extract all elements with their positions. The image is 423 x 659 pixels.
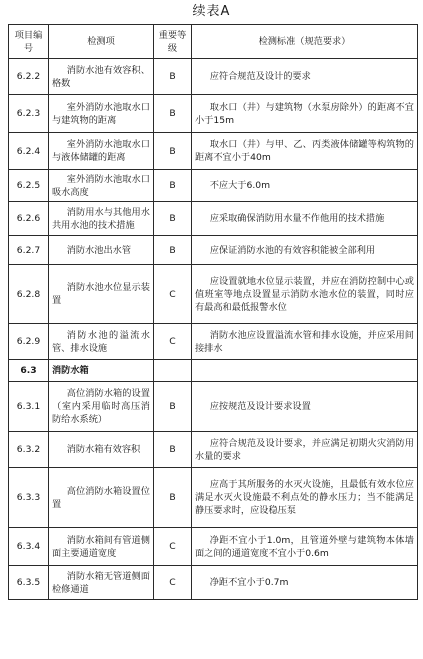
row-item: 消防水池出水管 (49, 236, 154, 265)
row-standard: 消防水池应设置溢流水管和排水设施，并应采用间接排水 (192, 324, 418, 360)
row-standard: 取水口（井）与建筑物（水泵房除外）的距离不宜小于15m (192, 95, 418, 133)
row-code: 6.3.1 (9, 382, 49, 432)
header-code: 项目编号 (9, 25, 49, 59)
header-standard: 检测标准（规范要求） (192, 25, 418, 59)
row-standard: 取水口（井）与甲、乙、丙类液体储罐等构筑物的距离不宜小于40m (192, 133, 418, 170)
row-standard: 净距不宜小于0.7m (192, 566, 418, 600)
table-row (9, 382, 418, 432)
row-item: 消防水箱有效容积 (49, 432, 154, 468)
row-item: 室外消防水池取水口与建筑物的距离 (49, 95, 154, 133)
row-code: 6.2.4 (9, 133, 49, 170)
row-item: 高位消防水箱的设置（室内采用临时高压消防给水系统） (49, 382, 154, 432)
row-standard: 净距不宜小于1.0m，且管道外壁与建筑物本体墙面之间的通道宽度不宜小于0.6m (192, 528, 418, 566)
row-grade: C (154, 265, 192, 324)
row-code: 6.3.4 (9, 528, 49, 566)
row-grade: B (154, 170, 192, 202)
row-item: 消防水箱无管道侧面检修通道 (49, 566, 154, 600)
table-row (9, 528, 418, 566)
row-standard: 应设置就地水位显示装置，并应在消防控制中心或值班室等地点设置显示消防水池水位的装置，同时应有最高和最低报警水位 (192, 265, 418, 324)
row-item: 消防水池的溢流水管、排水设施 (49, 324, 154, 360)
table-row (9, 59, 418, 95)
row-standard: 应符合规范及设计要求，并应满足初期火灾消防用水量的要求 (192, 432, 418, 468)
row-grade: B (154, 382, 192, 432)
row-grade: B (154, 95, 192, 133)
row-grade: B (154, 202, 192, 236)
row-item: 高位消防水箱设置位置 (49, 468, 154, 528)
table-title: 续表A (192, 4, 231, 19)
table-row (9, 324, 418, 360)
row-grade: B (154, 432, 192, 468)
section-row (9, 360, 418, 382)
table-body (9, 59, 418, 600)
table-row (9, 133, 418, 170)
table-row (9, 95, 418, 133)
row-grade: B (154, 59, 192, 95)
row-code: 6.2.6 (9, 202, 49, 236)
table-row (9, 468, 418, 528)
table-row (9, 566, 418, 600)
row-item: 室外消防水池取水口与液体储罐的距离 (49, 133, 154, 170)
row-code: 6.3.2 (9, 432, 49, 468)
row-grade: B (154, 133, 192, 170)
inspection-table (8, 24, 418, 600)
table-row (9, 432, 418, 468)
row-standard: 应保证消防水池的有效容积能被全部利用 (192, 236, 418, 265)
row-code: 6.2.2 (9, 59, 49, 95)
row-code: 6.2.8 (9, 265, 49, 324)
row-code: 6.3.3 (9, 468, 49, 528)
row-item: 室外消防水池取水口吸水高度 (49, 170, 154, 202)
row-grade: B (154, 236, 192, 265)
table-row (9, 170, 418, 202)
row-code: 6.2.3 (9, 95, 49, 133)
row-grade: C (154, 324, 192, 360)
table-row (9, 236, 418, 265)
header-grade: 重要等级 (154, 25, 192, 59)
row-grade (154, 360, 192, 382)
table-row (9, 202, 418, 236)
header-row (9, 25, 418, 59)
row-item: 消防水箱 (49, 360, 154, 382)
row-item: 消防水池有效容积、格数 (49, 59, 154, 95)
table-row (9, 265, 418, 324)
row-item: 消防水箱间有管道侧面主要通道宽度 (49, 528, 154, 566)
row-code: 6.3.5 (9, 566, 49, 600)
row-item: 消防用水与其他用水共用水池的技术措施 (49, 202, 154, 236)
row-standard: 应按规范及设计要求设置 (192, 382, 418, 432)
row-grade: B (154, 468, 192, 528)
row-standard: 应高于其所服务的水灭火设施，且最低有效水位应满足水灭火设施最不利点处的静水压力；当不能满足静压要求时，应设稳压泵 (192, 468, 418, 528)
row-item: 消防水池水位显示装置 (49, 265, 154, 324)
row-grade: C (154, 566, 192, 600)
row-code: 6.2.7 (9, 236, 49, 265)
header-item: 检测项 (49, 25, 154, 59)
row-standard (192, 360, 418, 382)
row-standard: 不应大于6.0m (192, 170, 418, 202)
row-standard: 应采取确保消防用水量不作他用的技术措施 (192, 202, 418, 236)
row-grade: C (154, 528, 192, 566)
row-standard: 应符合规范及设计的要求 (192, 59, 418, 95)
row-code: 6.3 (9, 360, 49, 382)
row-code: 6.2.9 (9, 324, 49, 360)
row-code: 6.2.5 (9, 170, 49, 202)
